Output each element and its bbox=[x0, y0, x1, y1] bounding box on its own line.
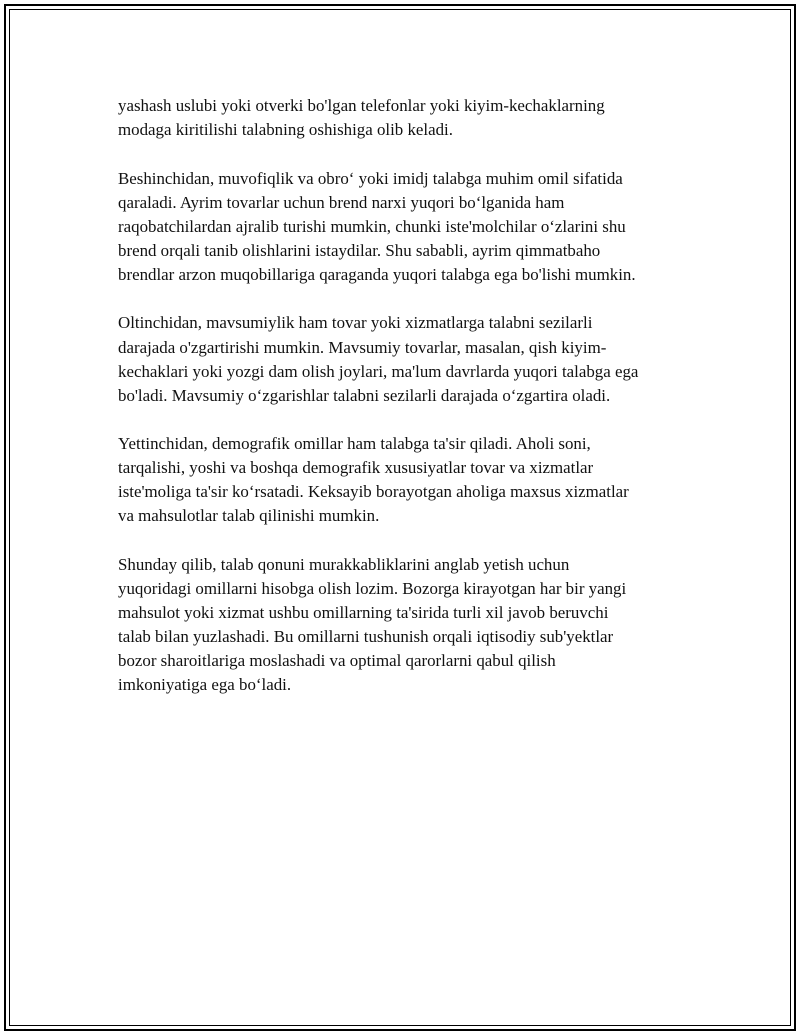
paragraph-conclusion bbox=[118, 553, 698, 698]
text-line: modaga kiritilishi talabning oshishiga olib keladi. bbox=[118, 120, 453, 140]
text-line: qaraladi. Ayrim tovarlar uchun brend narxi yuqori bo‘lganida ham bbox=[118, 192, 565, 212]
text-line: yuqoridagi omillarni hisobga olish lozim. Bozorga kirayotgan har bir yangi bbox=[118, 579, 627, 599]
text-line: imkoniyatiga ega bo‘ladi. bbox=[118, 675, 292, 695]
text-line: Shunday qilib, talab qonuni murakkabliklarini anglab yetish uchun bbox=[118, 554, 570, 574]
paragraph-seventh-factor bbox=[118, 432, 698, 528]
text-line: brendlar arzon muqobillariga qaraganda yuqori talabga ega bo'lishi mumkin. bbox=[118, 264, 636, 284]
text-line: iste'moliga ta'sir ko‘rsatadi. Keksayib borayotgan aholiga maxsus xizmatlar bbox=[118, 482, 629, 502]
text-line: Oltinchidan, mavsumiylik ham tovar yoki xizmatlarga talabni sezilarli bbox=[118, 313, 593, 333]
text-line: raqobatchilardan ajralib turishi mumkin, chunki iste'molchilar o‘zlarini shu bbox=[118, 216, 626, 236]
text-line: bo'ladi. Mavsumiy o‘zgarishlar talabni sezilarli darajada o‘zgartira oladi. bbox=[118, 385, 611, 405]
text-line: yashash uslubi yoki otverki bo'lgan telefonlar yoki kiyim-kechaklarning bbox=[118, 96, 605, 115]
text-line: tarqalishi, yoshi va boshqa demografik xususiyatlar tovar va xizmatlar bbox=[118, 458, 594, 478]
text-line: kechaklari yoki yozgi dam olish joylari, ma'lum davrlarda yuqori talabga ega bbox=[118, 361, 639, 381]
text-line: bozor sharoitlariga moslashadi va optimal qarorlarni qabul qilish bbox=[118, 651, 556, 671]
text-line: Yettinchidan, demografik omillar ham talabga ta'sir qiladi. Aholi soni, bbox=[118, 434, 591, 454]
document-body bbox=[118, 94, 698, 722]
paragraph-fifth-factor bbox=[118, 167, 698, 287]
paragraph-fashion bbox=[118, 94, 698, 142]
text-line: darajada o'zgartirishi mumkin. Mavsumiy tovarlar, masalan, qish kiyim- bbox=[118, 337, 607, 357]
text-line: va mahsulotlar talab qilinishi mumkin. bbox=[118, 506, 380, 526]
text-line: brend orqali tanib olishlarini istaydilar. Shu sababli, ayrim qimmatbaho bbox=[118, 240, 601, 260]
text-line: mahsulot yoki xizmat ushbu omillarning ta'sirida turli xil javob beruvchi bbox=[118, 603, 609, 623]
text-line: talab bilan yuzlashadi. Bu omillarni tushunish orqali iqtisodiy sub'yektlar bbox=[118, 627, 614, 647]
text-line: Beshinchidan, muvofiqlik va obro‘ yoki imidj talabga muhim omil sifatida bbox=[118, 168, 623, 188]
paragraph-sixth-factor bbox=[118, 311, 698, 407]
